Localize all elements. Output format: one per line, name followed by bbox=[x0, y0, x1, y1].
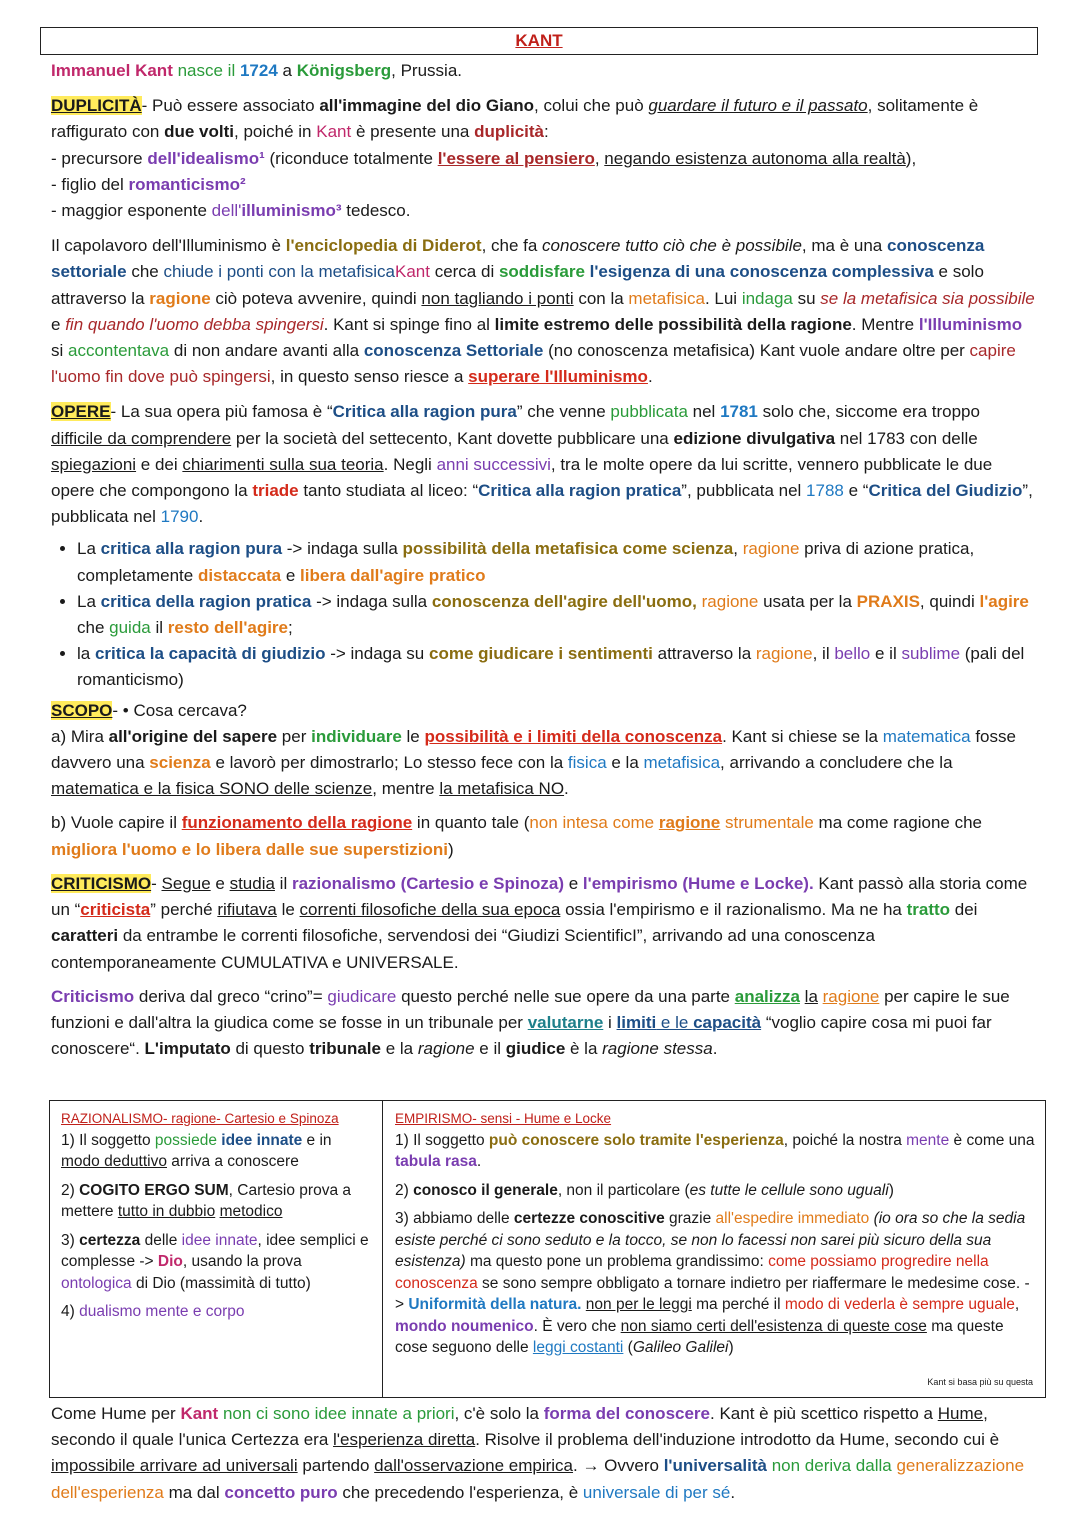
capolavoro-paragraph: Il capolavoro dell'Illuminismo è l'enciclopedia di Diderot, che fa conoscere tutto ciò che è possibile, ma è una conoscenza settoriale che chiude i ponti con la metafisicaKant cerca di soddisfare l'esigenza di una conoscenza complessiva e solo attraverso la ragione ciò poteva avvenire, quindi non tagliando i ponti con la metafisica. Lui indaga su se la metafisica sia possibile e fin quando l'uomo debba spingersi. Kant si spinge fino al limite estremo delle possibilità della ragione. Mentre l'Illuminismo si accontentava di non andare avanti alla conoscenza Settoriale (no conoscenza metafisica) Kant vuole andare oltre per capire l'uomo fin dove può spingersi, in questo senso riesce a superare l'Illuminismo. bbox=[51, 236, 1035, 387]
scopo-b-paragraph: b) Vuole capire il funzionamento della ragione in quanto tale (non intesa come ragione strumentale ma come ragione che migliora l'uomo e lo libera dalle sue superstizioni) bbox=[51, 813, 983, 859]
section-duplicita: DUPLICITÀ bbox=[51, 96, 142, 116]
list-item: 2) COGITO ERGO SUM, Cartesio prova a mettere tutto in dubbio metodico bbox=[61, 1181, 351, 1220]
section-scopo: SCOPO bbox=[51, 700, 113, 720]
intro: Immanuel Kant nasce il 1724 a Königsberg, Prussia. bbox=[51, 61, 462, 80]
razionalismo-column bbox=[50, 1101, 383, 1397]
section-opere: OPERE bbox=[51, 402, 111, 422]
page-title: KANT bbox=[515, 31, 563, 50]
title-box bbox=[40, 27, 1038, 55]
kant-note: Kant si basa più su questa bbox=[927, 1376, 1033, 1387]
list-item: • La critica della ragion pratica -> indaga sulla conoscenza dell'agire dell'uomo, ragione usata per la PRAXIS, quindi l'agire che guida il resto dell'agire; bbox=[77, 589, 1036, 641]
scopo-paragraph: SCOPO- • Cosa cercava? a) Mira all'origine del sapere per individuare le possibilità e i limiti della conoscenza. Kant si chiese se la matematica fosse davvero una scienza e lavorò per dimostrarlo; Lo stesso fece con la fisica e la metafisica, arrivando a concludere che la matematica e la fisica SONO delle scienze, mentre la metafisica NO. bbox=[51, 700, 1016, 799]
criticismo-etymology: Criticismo deriva dal greco “crino”= giudicare questo perché nelle sue opere da una parte analizza la ragione per capire le sue funzioni e dall'altra la giudica come se fosse in un tribunale per valutarne i limiti e le capacità “voglio capire cosa mi puoi far conoscere“. L'imputato di questo tribunale e la ragione e il giudice è la ragione stessa. bbox=[51, 986, 1010, 1059]
list-item: 3) abbiamo delle certezze conoscitive grazie all'espedire immediato (io ora so che la sedia esiste perché ci sono seduto e la tocco, se non lo facessi non sarei più sicuro della sua esistenza) ma questo pone un problema grandissimo: come possiamo progredire nella conoscenza se sono sempre obbligato a tornare indietro per riaffermare le medesime cose. -> Uniformità della natura. non per le leggi ma perché il modo di vederla è sempre uguale, mondo noumenico. È vero che non siamo certi dell'esistenza di queste cose ma queste cose seguono delle leggi costanti (Galileo Galilei) bbox=[395, 1210, 1030, 1356]
section-criticismo: CRITICISMO bbox=[51, 873, 152, 893]
list-item: 1) Il soggetto può conoscere solo tramite l'esperienza, poiché la nostra mente è come una tabula rasa. bbox=[395, 1131, 1035, 1170]
kant-name: Immanuel Kant bbox=[51, 61, 173, 80]
list-item: 4) dualismo mente e corpo bbox=[61, 1303, 245, 1320]
main-content bbox=[51, 58, 1036, 1068]
empirismo-header: EMPIRISMO- sensi - Hume e Locke bbox=[395, 1111, 612, 1126]
criticismo-paragraph: CRITICISMO- Segue e studia il razionalismo (Cartesio e Spinoza) e l'empirismo (Hume e Locke). Kant passò alla storia come un “criticista” perché rifiutava le correnti filosofiche della sua epoca ossia l'empirismo e il razionalismo. Ma ne ha tratto dei caratteri da entrambe le correnti filosofiche, servendosi dei “Giudizi ScientificI”, arrivando ad una conoscenza contemporaneamente CUMULATIVA e UNIVERSALE. bbox=[51, 873, 1028, 972]
list-item: • la critica la capacità di giudizio -> indaga su come giudicare i sentimenti attraverso la ragione, il bello e il sublime (pali del romanticismo) bbox=[77, 641, 1036, 693]
list-item: • La critica alla ragion pura -> indaga sulla possibilità della metafisica come scienza, ragione priva di azione pratica, completamente distaccata e libera dall'agire pratico bbox=[77, 536, 1036, 588]
works-list bbox=[51, 536, 1036, 693]
duplicita-paragraph: DUPLICITÀ- Può essere associato all'immagine del dio Giano, colui che può guardare il futuro e il passato, solitamente è raffigurato con due volti, poiché in Kant è presente una duplicità: - precursore dell'idealismo¹ (riconduce totalmente l'essere al pensiero, negando esistenza autonoma alla realtà), - figlio del romanticismo² - maggior esponente dell'illuminismo³ tedesco. bbox=[51, 96, 979, 221]
empirismo-column bbox=[383, 1101, 1045, 1397]
opere-paragraph: OPERE- La sua opera più famosa è “Critica alla ragion pura” che venne pubblicata nel 1781 solo che, siccome era troppo difficile da comprendere per la società del settecento, Kant dovette pubblicare una edizione divulgativa nel 1783 con delle spiegazioni e dei chiarimenti sulla sua teoria. Negli anni successivi, tra le molte opere da lui scritte, vennero pubblicate le due opere che compongono la triade tanto studiata al liceo: “Critica alla ragion pratica”, pubblicata nel 1788 e “Critica del Giudizio”, pubblicata nel 1790. bbox=[51, 402, 1033, 527]
conclusion-paragraph: Come Hume per Kant non ci sono idee innate a priori, c'è solo la forma del conoscere. Kant è più scettico rispetto a Hume, secondo il quale l'unica Certezza era l'esperienza diretta. Risolve il problema dell'induzione introdotto da Hume, secondo cui è impossibile arrivare ad universali partendo dall'osservazione empirica. → Ovvero l'universalità non deriva dalla generalizzazione dell'esperienza ma dal concetto puro che precedendo l'esperienza, è universale di per sé. bbox=[51, 1404, 1025, 1502]
list-item: 1) Il soggetto possiede idee innate e in modo deduttivo arriva a conoscere bbox=[61, 1131, 332, 1170]
list-item: 3) certezza delle idee innate, idee semplici e complesse -> Dio, usando la prova ontologica di Dio (massimità di tutto) bbox=[61, 1231, 369, 1292]
list-item: 2) conosco il generale, non il particolare (es tutte le cellule sono uguali) bbox=[395, 1181, 894, 1199]
razionalismo-header: RAZIONALISMO- ragione- Cartesio e Spinoza bbox=[61, 1111, 339, 1126]
comparison-table bbox=[49, 1100, 1046, 1398]
